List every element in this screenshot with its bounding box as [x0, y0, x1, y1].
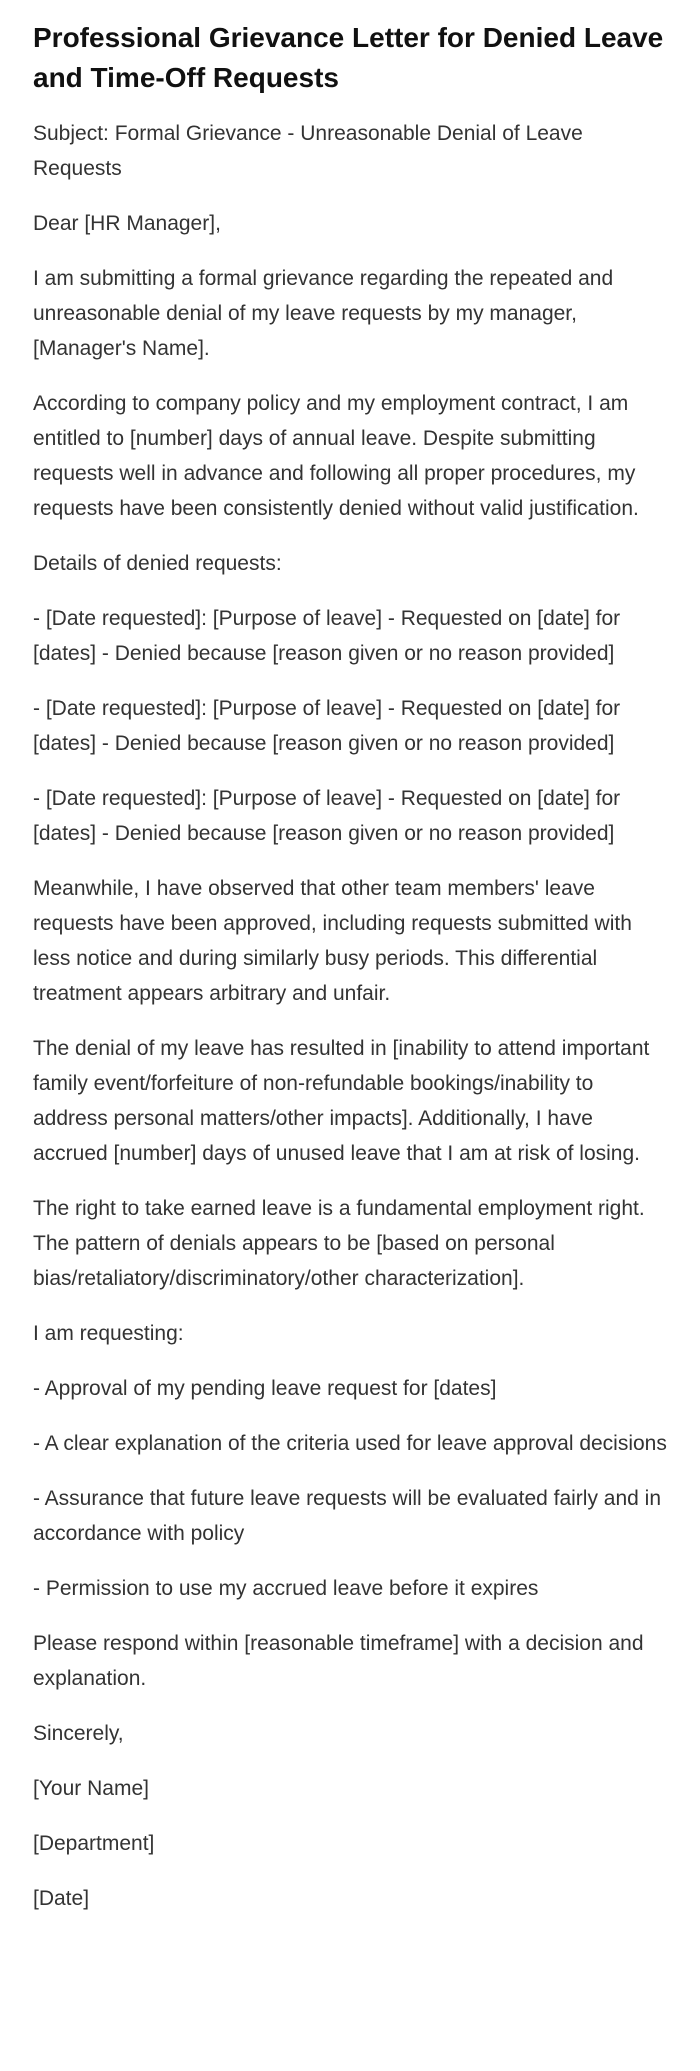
- denied-request-item: - [Date requested]: [Purpose of leave] - Requested on [date] for [dates] - Denied because [reason given or no reason provided]: [33, 697, 621, 755]
- page-title: Professional Grievance Letter for Denied Leave and Time-Off Requests: [33, 22, 664, 93]
- request-item: - Assurance that future leave requests will be evaluated fairly and in accordance with policy: [33, 1487, 662, 1545]
- body-paragraph-policy: According to company policy and my employment contract, I am entitled to [number] days of annual leave. Despite submitting requests well in advance and following all proper procedures, my requests have been consistently denied without valid justification.: [33, 392, 639, 520]
- denied-request-item: - [Date requested]: [Purpose of leave] - Requested on [date] for [dates] - Denied because [reason given or no reason provided]: [33, 607, 621, 665]
- request-item: - Approval of my pending leave request for [dates]: [33, 1377, 497, 1400]
- body-paragraph-intro: I am submitting a formal grievance regarding the repeated and unreasonable denial of my leave requests by my manager, [Manager's Name].: [33, 267, 614, 360]
- signature-department: [Department]: [33, 1832, 155, 1855]
- signoff: Sincerely,: [33, 1722, 124, 1745]
- signature-date: [Date]: [33, 1887, 90, 1910]
- closing-request: Please respond within [reasonable timeframe] with a decision and explanation.: [33, 1632, 644, 1690]
- requesting-heading: I am requesting:: [33, 1322, 184, 1345]
- denied-request-item: - [Date requested]: [Purpose of leave] - Requested on [date] for [dates] - Denied because [reason given or no reason provided]: [33, 787, 621, 845]
- request-item: - Permission to use my accrued leave before it expires: [33, 1577, 539, 1600]
- subject-line: Subject: Formal Grievance - Unreasonable Denial of Leave Requests: [33, 122, 583, 180]
- signature-name: [Your Name]: [33, 1777, 149, 1800]
- request-item: - A clear explanation of the criteria used for leave approval decisions: [33, 1432, 667, 1455]
- body-paragraph-rights: The right to take earned leave is a fundamental employment right. The pattern of denials appears to be [based on personal bias/retaliatory/discriminatory/other characterization].: [33, 1197, 645, 1290]
- details-heading: Details of denied requests:: [33, 552, 282, 575]
- body-paragraph-impact: The denial of my leave has resulted in [inability to attend important family event/forfeiture of non-refundable bookings/inability to address personal matters/other impacts]. Additionally, I have accrued [number] days of unused leave that I am at risk of losing.: [33, 1037, 650, 1165]
- salutation: Dear [HR Manager],: [33, 212, 221, 235]
- body-paragraph-comparison: Meanwhile, I have observed that other team members' leave requests have been approved, including requests submitted with less notice and during similarly busy periods. This differential treatment appears arbitrary and unfair.: [33, 877, 632, 1005]
